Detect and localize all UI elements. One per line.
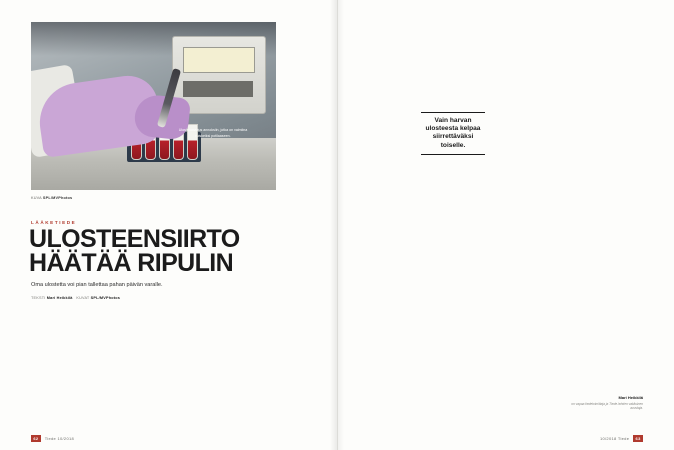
byline-photo-label: KUVAT — [76, 296, 90, 300]
folio-right — [600, 436, 643, 441]
folio-right-issue: 10/2018 — [599, 436, 617, 441]
author-bio: on vapaa tiedetoimittaja ja Tiede-lehden vakituinen avustaja. — [571, 401, 643, 411]
article-kicker: LÄÄKETIEDE — [31, 220, 77, 225]
article-standfirst: Oma ulostetta voi pian tallettaa pahan päivän varalle. — [31, 282, 163, 288]
analyzer-screen — [183, 47, 255, 73]
author-name: Mari Heikkilä — [618, 395, 643, 400]
folio-right-label: Tiede — [617, 436, 630, 441]
photo-credit — [31, 196, 72, 200]
byline-text-label: TEKSTI — [31, 296, 46, 300]
analyzer-slot — [183, 81, 253, 97]
byline — [31, 296, 120, 300]
folio-left-label: Tiede — [44, 436, 57, 441]
photo-credit-label: KUVA — [31, 196, 42, 200]
photo-credit-value: SPL/MVPhotos — [42, 196, 73, 200]
folio-left — [31, 436, 74, 441]
page-right — [337, 0, 674, 450]
byline-author: Mari Heikkilä — [46, 296, 73, 300]
folio-left-issue: 10/2018 — [57, 436, 75, 441]
lead-photo — [31, 22, 276, 190]
author-note — [565, 395, 643, 411]
pull-quote: Vain harvan ulosteesta kelpaa siirrettäväksi toiselle. — [421, 112, 485, 155]
photo-caption: Ulosteluovutus annoksiin, jotka on valmiina ruiskeiksi potilaaseen. — [178, 128, 248, 138]
page-title: ULOSTEENSIIRTO HÄÄTÄÄ RIPULIN — [29, 225, 240, 277]
folio-left-page: 62 — [31, 435, 41, 442]
folio-right-page: 63 — [633, 435, 643, 442]
byline-photographer: SPL/MVPhotos — [90, 296, 121, 300]
